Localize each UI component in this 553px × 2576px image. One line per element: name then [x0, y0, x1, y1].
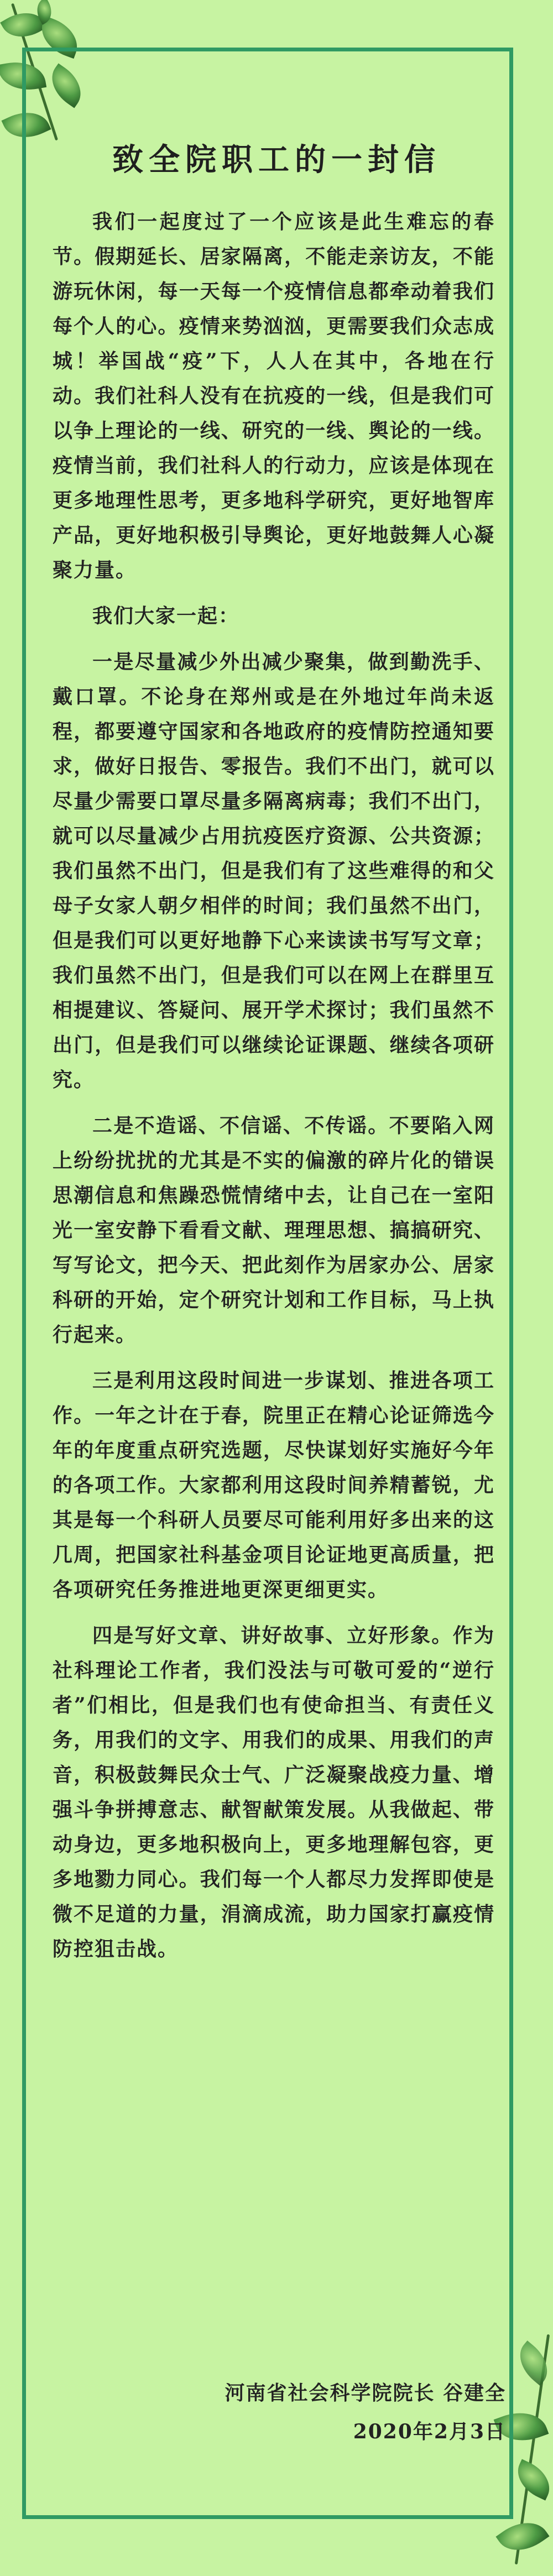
date: 2020年2月3日 — [353, 2420, 506, 2443]
paragraph: 二是不造谣、不信谣、不传谣。不要陷入网上纷纷扰扰的尤其是不实的偏激的碎片化的错误思潮信息和焦躁恐慌情绪中去，让自己在一室阳光一室安静下看看文献、理理思想、搞搞研究、写写论文，把今天、把此刻作为居家办公、居家科研的开始，定个研究计划和工作目标，马上执行起来。 — [53, 1114, 495, 1346]
letter-text — [53, 205, 495, 1967]
page-title: 致全院职工的一封信 — [112, 142, 441, 178]
paragraph: 一是尽量减少外出减少聚集，做到勤洗手、戴口罩。不论身在郑州或是在外地过年尚未返程，都要遵守国家和各地政府的疫情防控通知要求，做好日报告、零报告。我们不出门，就可以尽量少需要口罩尽量多隔离病毒；我们不出门，就可以尽量减少占用抗疫医疗资源、公共资源；我们虽然不出门，但是我们有了这些难得的和父母子女家人朝夕相伴的时间；我们虽然不出门，但是我们可以更好地静下心来读读书写写文章；我们虽然不出门，但是我们可以在网上在群里互相提建议、答疑问、展开学术探讨；我们虽然不出门，但是我们可以继续论证课题、继续各项研究。 — [53, 650, 495, 1091]
paragraph: 四是写好文章、讲好故事、立好形象。作为社科理论工作者，我们没法与可敬可爱的“逆行者”们相比，但是我们也有使命担当、有责任义务，用我们的文字、用我们的成果、用我们的声音，积极鼓舞民众士气、广泛凝聚战疫力量、增强斗争拼搏意志、献智献策发展。从我做起、带动身边，更多地积极向上，更多地理解包容，更多地勠力同心。我们每一个人都尽力发挥即使是微不足道的力量，涓滴成流，助力国家打赢疫情防控狙击战。 — [53, 1624, 495, 1961]
paragraph: 我们大家一起： — [92, 604, 240, 628]
signature: 河南省社会科学院院长 谷建全 — [225, 2381, 506, 2405]
letter-body — [53, 122, 495, 1978]
paragraph: 三是利用这段时间进一步谋划、推进各项工作。一年之计在于春，院里正在精心论证筛选今年的年度重点研究选题，尽快谋划好实施好今年的各项工作。大家都利用这段时间养精蓄锐，尤其是每一个科研人员要尽可能利用好多出来的这几周，把国家社科基金项目论证地更高质量，把各项研究任务推进地更深更细更实。 — [53, 1369, 495, 1601]
paragraph: 我们一起度过了一个应该是此生难忘的春节。假期延长、居家隔离，不能走亲访友，不能游玩休闲，每一天每一个疫情信息都牵动着我们每个人的心。疫情来势汹汹，更需要我们众志成城！举国战“疫”下，人人在其中，各地在行动。我们社科人没有在抗疫的一线，但是我们可以争上理论的一线、研究的一线、舆论的一线。疫情当前，我们社科人的行动力，应该是体现在更多地理性思考，更多地科学研究，更好地智库产品，更好地积极引导舆论，更好地鼓舞人心凝聚力量。 — [53, 210, 495, 582]
